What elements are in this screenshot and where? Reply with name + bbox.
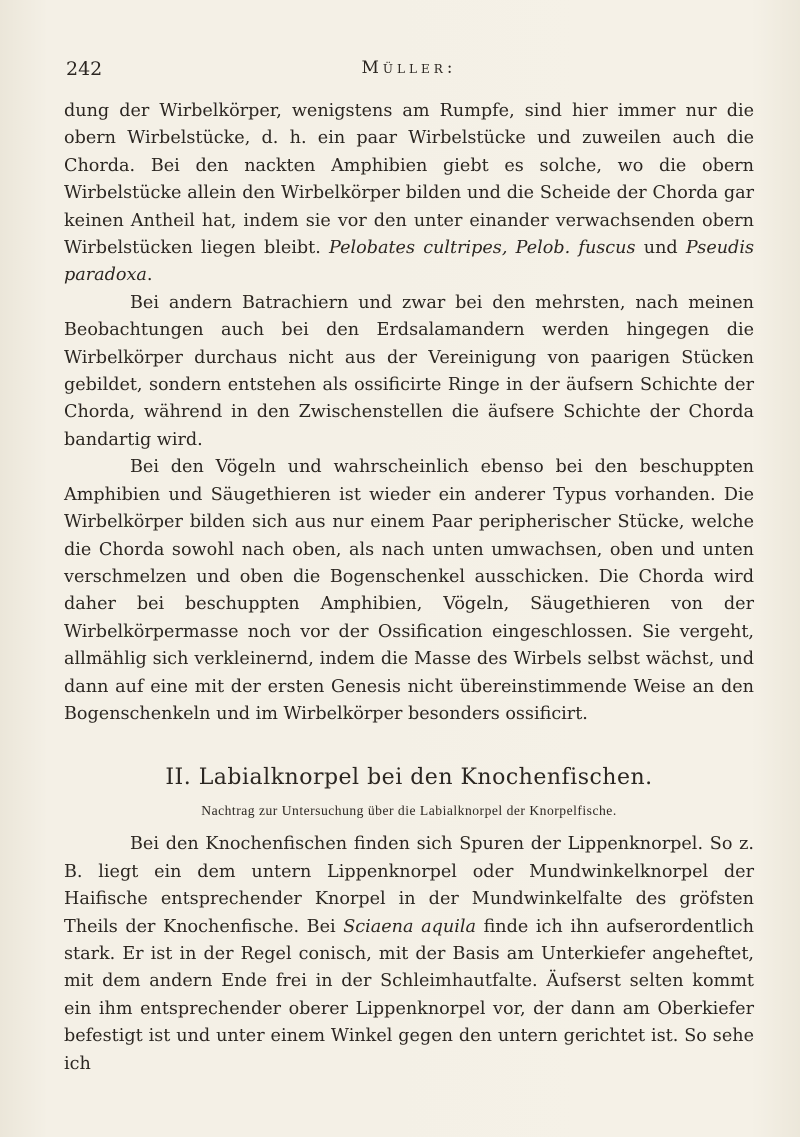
paragraph-1-joiner: und: [635, 238, 686, 259]
section-subtitle: Nachtrag zur Untersuchung über die Labialknorpel der Knorpelfische.: [201, 803, 617, 819]
paragraph-2: Bei andern Batrachiern und zwar bei den mehrsten, nach meinen Beobachtungen auch bei den Erdsalamandern werden hingegen die Wirbelkörper durchaus nicht aus der Vereinigung von paarigen Stücken gebildet, sondern entstehen als ossificirte Ringe in der äufsern Schichte der Chorda, während in den Zwischenstellen die äufsere Schichte der Chorda bandartig wird.: [64, 292, 754, 450]
paragraph-4-text: Bei den Knochenfischen finden sich Spuren der Lippenknorpel. So z. B. liegt ein dem untern Lippenknorpel oder Mundwinkelknorpel der Haifische entsprechender Knorpel in der Mundwinkelfalte des gröfsten Theils der Knochenfische. Bei: [64, 834, 754, 937]
paragraph-4-text-2: finde ich ihn aufserordentlich stark. Er ist in der Regel conisch, mit der Basis am Unterkiefer angeheftet, mit dem andern Ende frei in der Schleimhautfalte. Äufserst selten kommt ein ihm entsprechender oberer Lippenknorpel vor, der dann am Oberkiefer befestigt ist und unter einem Winkel gegen den untern gerichtet ist. So sehe ich: [64, 916, 754, 1074]
running-title: Müller:: [361, 58, 457, 78]
paragraph-4: [64, 831, 754, 1078]
section-heading: II. Labialknorpel bei den Knochenfischen.: [165, 765, 653, 791]
page-number: 242: [66, 58, 103, 80]
page-header: [66, 58, 752, 86]
paragraph-1: [64, 98, 754, 290]
page-body: [64, 98, 754, 1078]
paragraph-1-end: .: [146, 265, 153, 286]
paragraph-1-text: dung der Wirbelkörper, wenigstens am Rumpfe, sind hier immer nur die obern Wirbelstücke, d. h. ein paar Wirbelstücke und zuweilen auch die Chorda. Bei den nackten Amphibien giebt es solche, wo die obern Wirbelstücke allein den Wirbelkörper bilden und die Scheide der Chorda gar keinen Antheil hat, indem sie vor den unter einander verwachsenden obern Wirbelstücken liegen bleibt.: [64, 101, 754, 259]
paragraph-3: Bei den Vögeln und wahrscheinlich ebenso bei den beschuppten Amphibien und Säugethieren ist wieder ein anderer Typus vorhanden. Die Wirbelkörper bilden sich aus nur einem Paar peripherischer Stücke, welche die Chorda sowohl nach oben, als nach unten umwachsen, oben und unten verschmelzen und oben die Bogenschenkel ausschicken. Die Chorda wird daher bei beschuppten Amphibien, Vögeln, Säugethieren von der Wirbelkörpermasse noch vor der Ossification eingeschlossen. Sie vergeht, allmählig sich verkleinernd, indem die Masse des Wirbels selbst wächst, und dann auf eine mit der ersten Genesis nicht übereinstimmende Weise an den Bogenschenkeln und im Wirbelkörper besonders ossificirt.: [64, 457, 754, 724]
species-pelobates: Pelobates cultripes, Pelob. fuscus: [329, 238, 636, 259]
species-sciaena: Sciaena aquila: [343, 916, 476, 937]
species-pseudis: Pseudis paradoxa: [64, 238, 754, 286]
